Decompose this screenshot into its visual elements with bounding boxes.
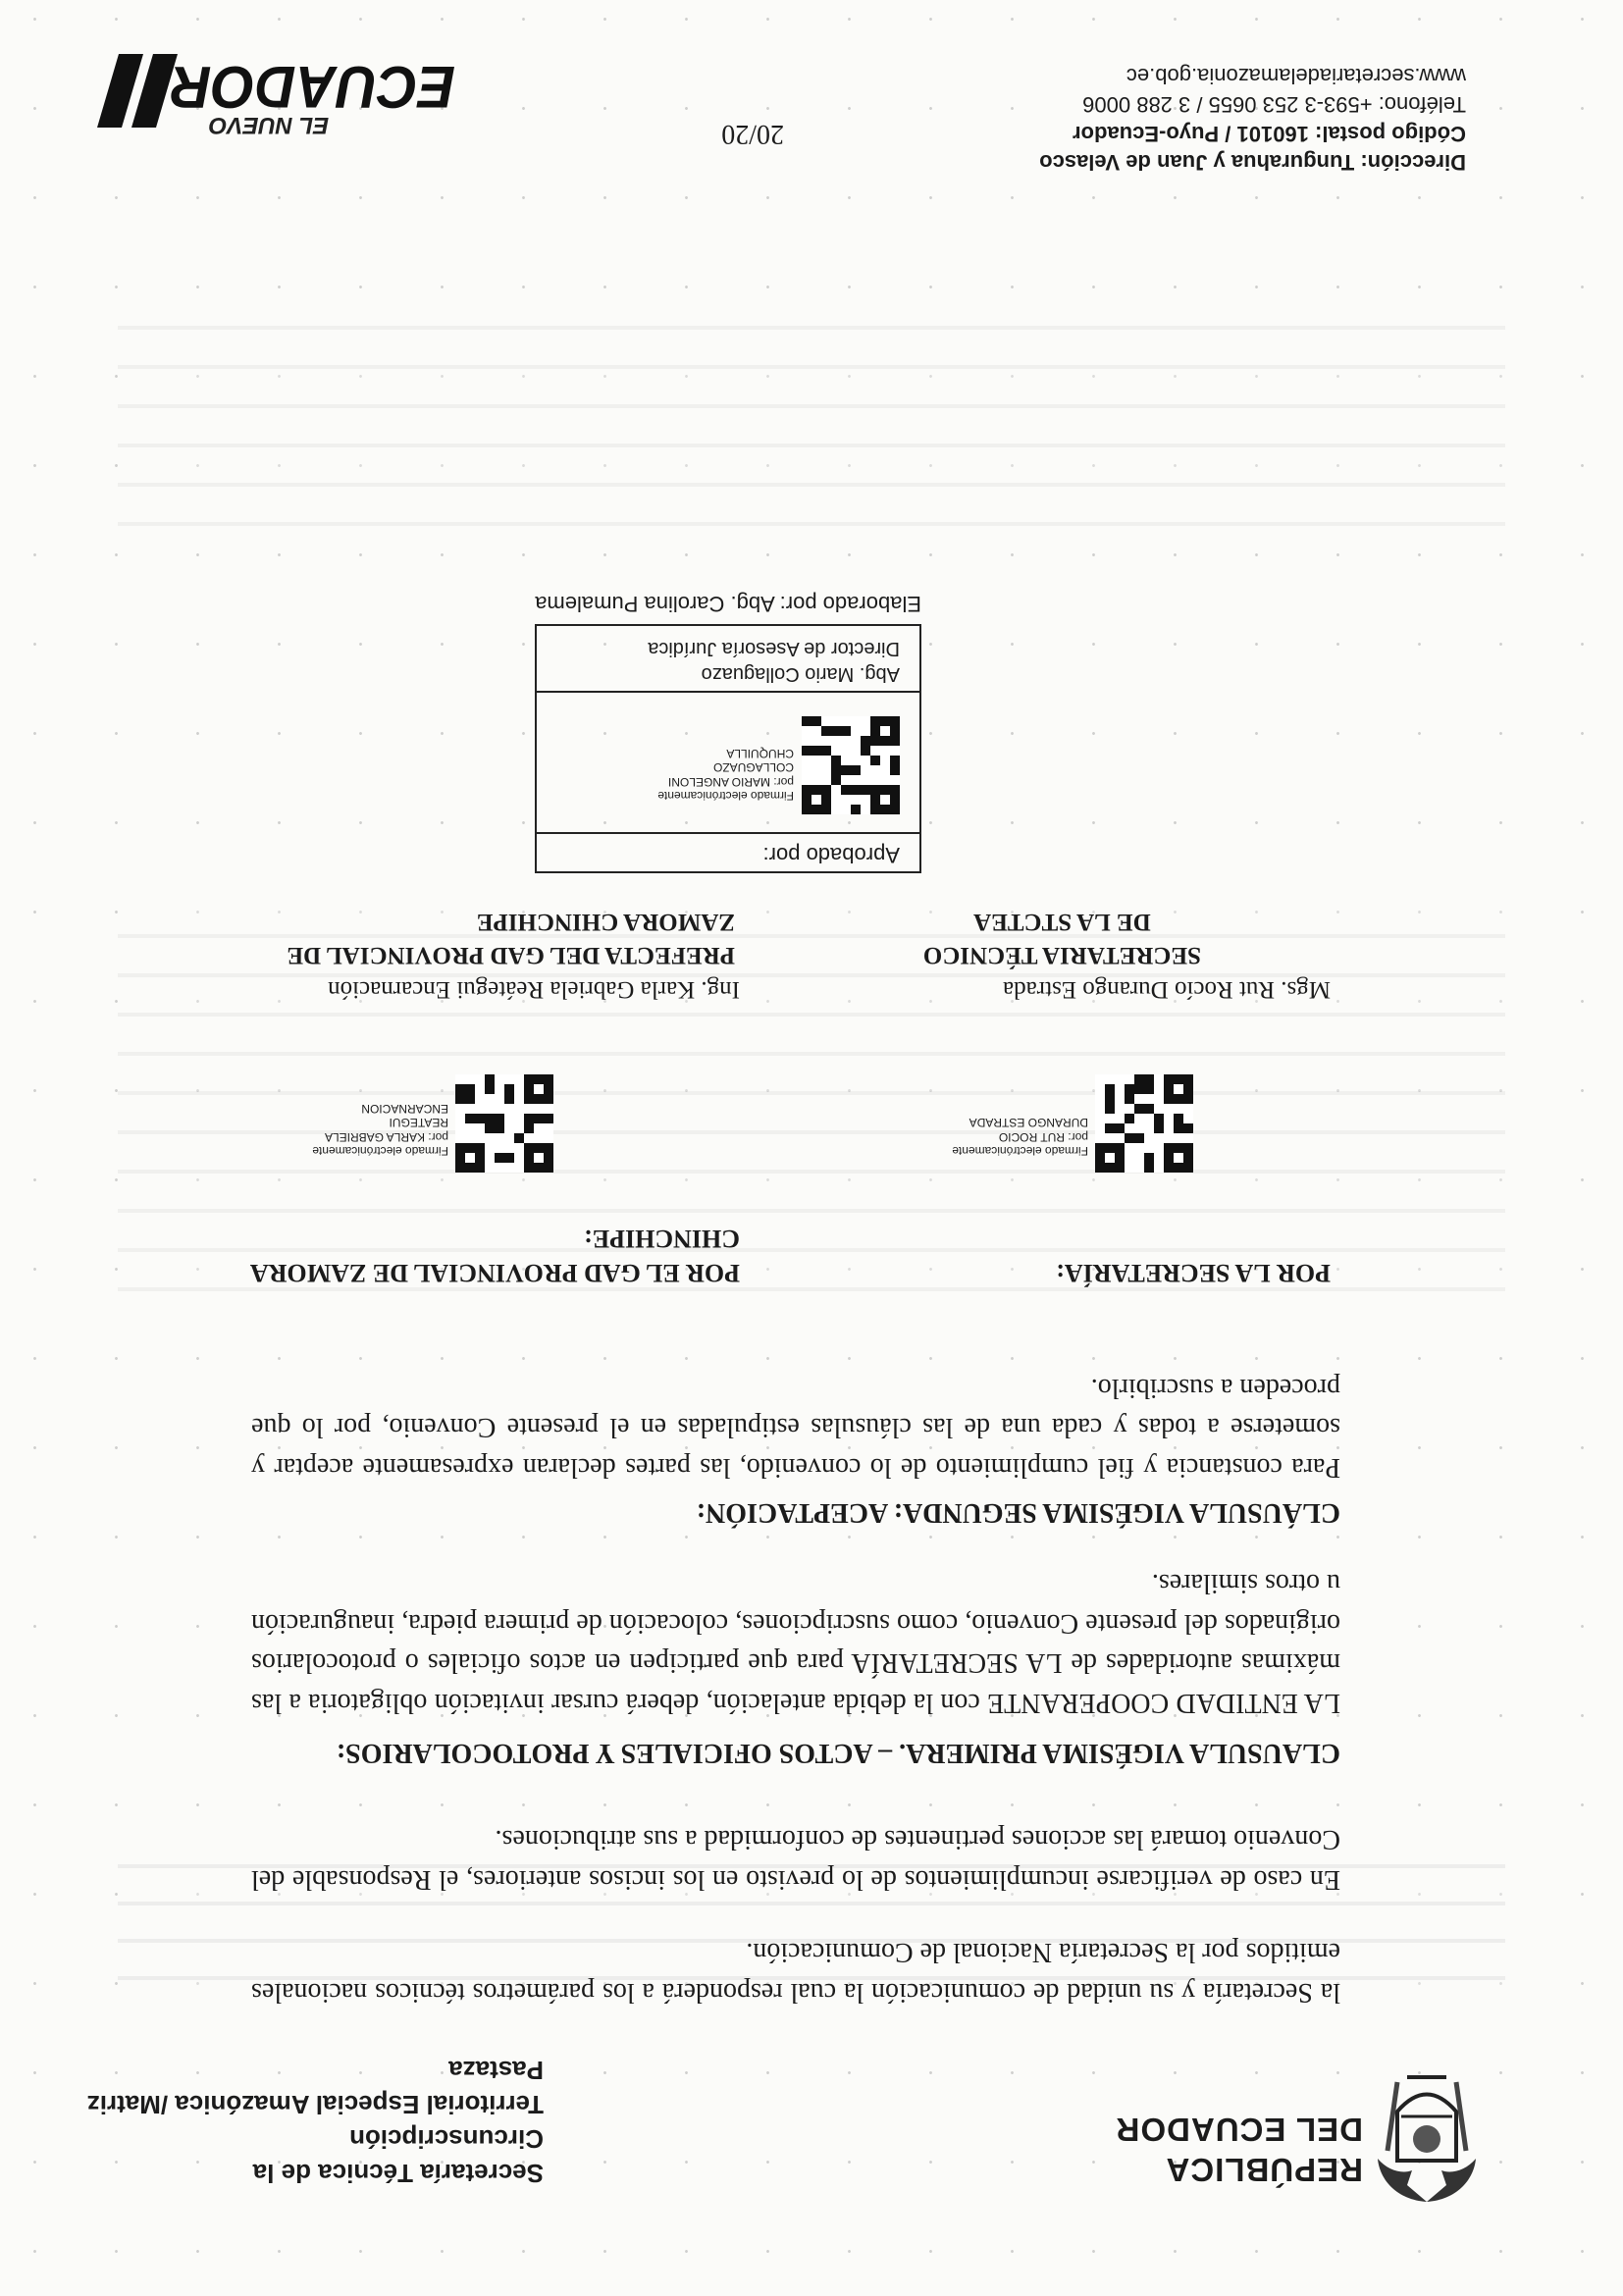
page-number: 20/20	[721, 119, 784, 149]
signature-heading-secretariat: POR LA SECRETARÍA:	[1056, 1259, 1331, 1287]
clause-22-title: CLÁUSULA VIGÉSIMA SEGUNDA: ACEPTACIÓN:	[696, 1497, 1340, 1528]
bleed-through-bottom	[118, 304, 1505, 549]
clause-21-title: CLAUSULA VIGÉSIMA PRIMERA. – ACTOS OFICIALES Y PROTOCOLARIOS:	[336, 1738, 1340, 1768]
clause-22-text: Para constancia y fiel cumplimiento de lo convenido, las partes declaran expresamente aceptar y someterse a todas y cada una de las cláusulas estipuladas en el presente Convenio, por lo que proceden a suscribirlo.	[251, 1372, 1340, 1483]
footer-address	[1039, 62, 1466, 177]
footer-postal-line: Código postal: 160101 / Puyo-Ecuador	[1073, 121, 1466, 146]
republic-name: REPÚBLICA DEL ECUADOR	[1115, 2111, 1363, 2188]
signer-name-right: Ing. Karla Gabriela Reátegui Encarnación	[328, 976, 740, 1003]
coat-of-arms-icon	[1368, 2062, 1486, 2210]
svg-text:EL NUEVO: EL NUEVO	[208, 112, 330, 138]
paragraph-communication: la Secretaría y su unidad de comunicación la cual responderá a los parámetros técnicos nacionales emitidos por la Secretaría Nacional de Comunicación.	[251, 1937, 1340, 2008]
footer-address-line: Dirección: Tungurahua y Juan de Velasco	[1039, 150, 1466, 175]
secretariat-name: Secretaría Técnica de la Circunscripción Territorial Especial Amazónica /Matriz Pastaza	[86, 2055, 544, 2188]
signature-qr-left-caption: Firmado electrónicamente por: RUT ROCIO DURANGO ESTRADA	[952, 1116, 1088, 1158]
signer-role-right: PREFECTA DEL GAD PROVINCIAL DE ZAMORA CHINCHIPE	[287, 909, 735, 968]
footer-web-link[interactable]: www.secretariadelamazonia.gob.ec	[1126, 64, 1466, 89]
approval-signer-row	[537, 626, 919, 693]
clause-21-text: LA ENTIDAD COOPERANTE con la debida antelación, deberá cursar invitación obligatoria a las máximas autoridades de LA SECRETARÍA para que participen en actos oficiales o protocolarios originados del presente Convenio, como suscripciones, colocación de primera piedra, inauguración u otros similares.	[251, 1568, 1340, 1718]
approval-qr-caption: Firmado electrónicamente por: MARIO ANGELONI COLLAGUAZO CHUQUILLA	[657, 746, 794, 803]
signer-role-left: SECRETARIA TÉCNICO DE LA STCTEA	[922, 909, 1201, 968]
approval-label-row	[537, 832, 919, 871]
signature-heading-gad: POR EL GAD PROVINCIAL DE ZAMORA CHINCHIPE:	[249, 1224, 740, 1287]
el-nuevo-ecuador-logo	[82, 39, 465, 147]
approval-qr-icon	[802, 716, 900, 814]
signature-qr-right-icon	[455, 1074, 553, 1173]
prepared-by: Elaborado por: Abg. Carolina Pumalema	[535, 592, 921, 616]
paragraph-noncompliance: En caso de verificarse incumplimientos de lo previsto en los incisos anteriores, el Responsable del Convenio tomará las acciones pertinentes de conformidad a sus atribuciones.	[251, 1824, 1340, 1895]
signature-qr-right-caption: Firmado electrónicamente por: KARLA GABRIELA REATEGUI ENCARNACION	[312, 1101, 448, 1158]
footer-phone-line: Teléfono: +593-3 253 0655 / 3 288 0006	[1082, 92, 1466, 118]
approval-label: Aprobado por:	[762, 843, 900, 867]
signer-name-left: Mgs. Rut Rocío Durango Estrada	[1003, 976, 1331, 1003]
signature-qr-left-icon	[1095, 1074, 1193, 1173]
approval-signer: Abg. Mario Collaguazo Director de Asesoría Jurídica	[648, 638, 900, 685]
svg-text:ECUADOR: ECUADOR	[171, 54, 455, 120]
approval-box	[535, 624, 921, 873]
